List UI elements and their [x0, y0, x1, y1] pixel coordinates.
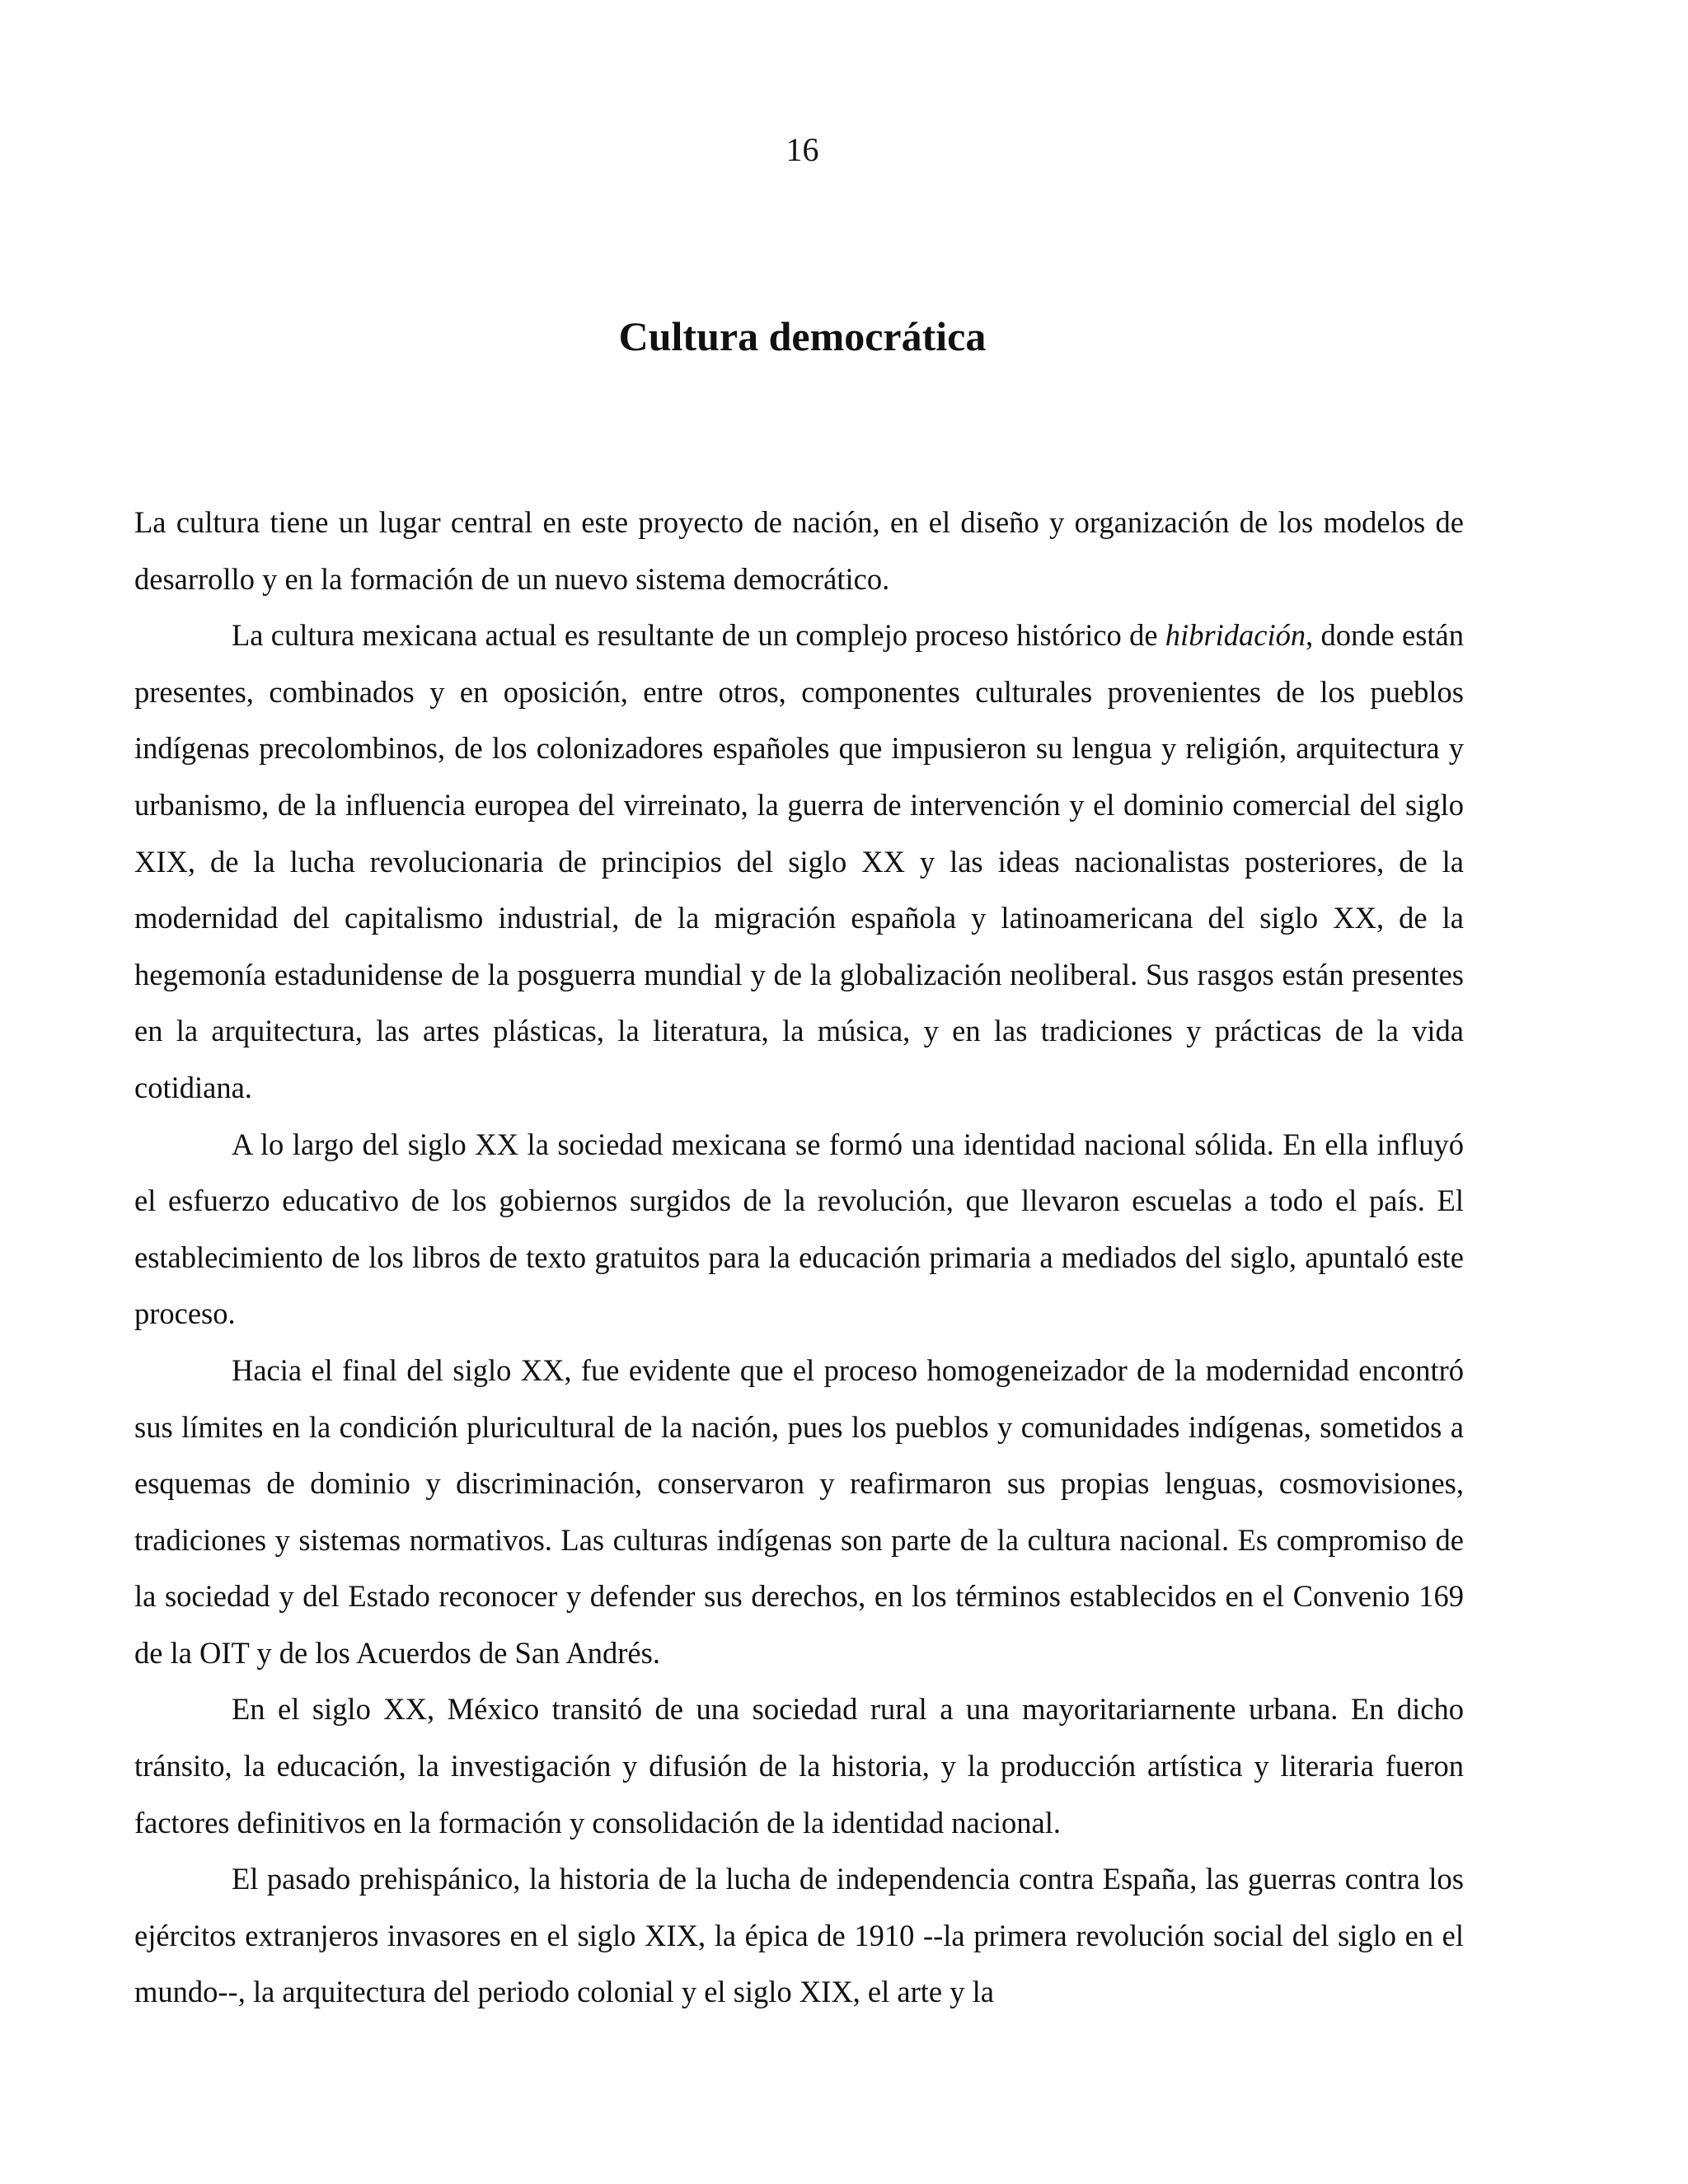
paragraph-1: La cultura tiene un lugar central en este proyecto de nación, en el diseño y organización de los modelos de desarrollo y en la formación de un nuevo sistema democrático.	[134, 505, 1464, 596]
paragraph-2-text-after: , donde están presentes, combinados y en oposición, entre otros, componentes culturales provenientes de los pueblos indígenas precolombinos, de los colonizadores españoles que impusieron su lengua y religión, arquitectura y urbanismo, de la influencia europea del virreinato, la guerra de intervención y el dominio comercial del siglo XIX, de la lucha revolucionaria de principios del siglo XX y las ideas nacionalistas posteriores, de la modernidad del capitalismo industrial, de la migración española y latinoamericana del siglo XX, de la hegemonía estadunidense de la posguerra mundial y de la globalización neoliberal. Sus rasgos están presentes en la arquitectura, las artes plásticas, la literatura, la música, y en las tradiciones y prácticas de la vida cotidiana.	[134, 618, 1464, 1104]
paragraph-3: A lo largo del siglo XX la sociedad mexicana se formó una identidad nacional sólida. En ella influyó el esfuerzo educativo de los gobiernos surgidos de la revolución, que llevaron escuelas a todo el país. El establecimiento de los libros de texto gratuitos para la educación primaria a mediados del siglo, apuntaló este proceso.	[134, 1127, 1464, 1331]
paragraph-4: Hacia el final del siglo XX, fue evidente que el proceso homogeneizador de la modernidad encontró sus límites en la condición pluricultural de la nación, pues los pueblos y comunidades indígenas, sometidos a esquemas de dominio y discriminación, conservaron y reafirmaron sus propias lenguas, cosmovisiones, tradiciones y sistemas normativos. Las culturas indígenas son parte de la cultura nacional. Es compromiso de la sociedad y del Estado reconocer y defender sus derechos, en los términos establecidos en el Convenio 169 de la OIT y de los Acuerdos de San Andrés.	[134, 1352, 1464, 1670]
page-number: 16	[785, 131, 819, 168]
paragraph-6: El pasado prehispánico, la historia de la lucha de independencia contra España, las guerras contra los ejércitos extranjeros invasores en el siglo XIX, la épica de 1910 --la primera revolución social del siglo en el mundo--, la arquitectura del periodo colonial y el siglo XIX, el arte y la	[134, 1862, 1464, 2009]
section-title: Cultura democrática	[618, 313, 987, 359]
paragraph-2-text-before: La cultura mexicana actual es resultante de un complejo proceso histórico de	[232, 618, 1165, 653]
paragraph-2	[134, 607, 1464, 1116]
body-text	[134, 494, 1464, 2021]
paragraph-5: En el siglo XX, México transitó de una sociedad rural a una mayoritariarnente urbana. En dicho tránsito, la educación, la investigación y difusión de la historia, y la producción artística y literaria fueron factores definitivos en la formación y consolidación de la identidad nacional.	[134, 1692, 1464, 1840]
paragraph-2-italic-term: hibridación	[1165, 618, 1306, 653]
